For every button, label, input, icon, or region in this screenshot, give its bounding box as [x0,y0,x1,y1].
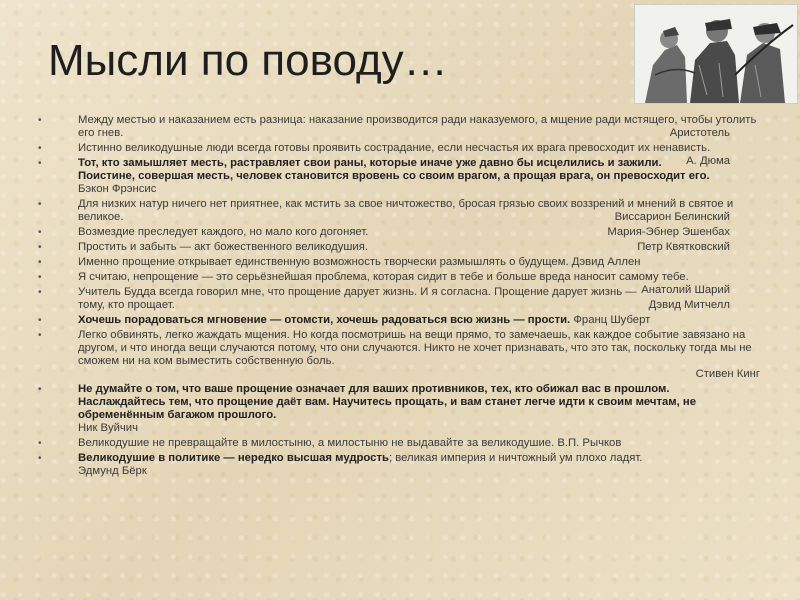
list-item [38,314,760,327]
quote-author: Дэвид Аллен [571,256,641,268]
knights-engraving-icon [635,5,797,103]
quote-author: Франц Шуберт [573,314,651,326]
quote-text: Простить и забыть — акт божественного великодушия. [78,241,368,253]
quote-author: Мария-Эбнер Эшенбах [607,226,730,238]
quote-author: Эдмунд Бёрк [78,465,147,477]
quote-text: Возмездие преследует каждого, но мало кого догоняет. [78,226,369,238]
quote-author: Бэкон Фрэнсис [78,183,157,195]
quote-author: Дэвид Митчелл [648,299,730,311]
slide-title: Мысли по поводу… [48,36,448,85]
list-item [38,198,760,224]
quote-text: Великодушие не превращайте в милостыню, а милостыню не выдавайте за великодушие. [78,437,555,449]
quote-author: Анатолий Шарий [641,284,730,296]
list-item [38,157,760,196]
quote-text: Хочешь порадоваться мгновение — отомсти, хочешь радоваться всю жизнь — прости. [78,314,571,326]
quote-author: А. Дюма [686,155,730,167]
list-item [38,329,760,381]
quote-text: Великодушие в политике — нередко высшая мудрость [78,452,389,464]
quote-text: Не думайте о том, что ваше прощение означает для ваших противников, тех, кто обижал вас в прошлом. Наслаждайтесь тем, что прощение даёт вам. Научитесь прощать, и вам станет легче идти к своим мечтам, не обременённым багажом прошлого. [78,383,697,421]
list-item [38,286,760,312]
quote-author: Виссарион Белинский [614,211,730,223]
list-item [38,241,760,254]
quote-text: Учитель Будда всегда говорил мне, что прощение дарует жизнь. И я согласна. Прощение дарует жизнь — тому, кто прощает. [78,286,637,311]
quote-text: Тот, кто замышляет месть, растравляет свои раны, которые иначе уже давно бы исцелились и зажили. Поистине, совершая месть, человек становится вровень со своим врагом, а прощая врага, он превосходит его. [78,157,710,182]
list-item [38,437,760,450]
quotes-list [38,114,760,480]
list-item [38,452,760,478]
quote-text: Именно прощение открывает единственную возможность творчески размышлять о будущем. [78,256,569,268]
list-item [38,114,760,140]
quote-author: Стивен Кинг [695,368,760,380]
list-item [38,256,760,269]
quote-text-rest: ; великая империя и ничтожный ум плохо ладят. [388,452,643,464]
quote-text: Истинно великодушные люди всегда готовы проявить сострадание, если несчастья их врага превосходит их ненависть. [78,142,711,154]
list-item [38,142,760,167]
quote-author: Ник Вуйчич [78,422,138,434]
quote-text: Между местью и наказанием есть разница: наказание производится ради наказуемого, а мщение ради мстящего, чтобы утолить его гнев. [78,114,757,139]
quote-author: Аристотель [669,127,730,139]
illustration-image [634,4,798,104]
quote-author: Петр Квятковский [637,241,730,253]
quote-text: Я считаю, непрощение — это серьёзнейшая проблема, которая сидит в тебе и больше вреда наносит самому тебе. [78,271,689,283]
quote-author: В.П. Рычков [557,437,622,449]
list-item [38,226,760,239]
quote-text: Для низких натур ничего нет приятнее, как мстить за свое ничтожество, бросая грязью своих воззрений и мнений в святое и великое. [78,198,734,223]
quote-text: Легко обвинять, легко жаждать мщения. Но когда посмотришь на вещи прямо, то замечаешь, как каждое событие завязано на другом, и что иногда вещи случаются потому, что они случаются. Никто не хочет признавать, что это так, поскольку тогда мы не сможем ни на ком выместить собственную боль. [78,329,752,367]
list-item [38,271,760,296]
list-item [38,383,760,435]
